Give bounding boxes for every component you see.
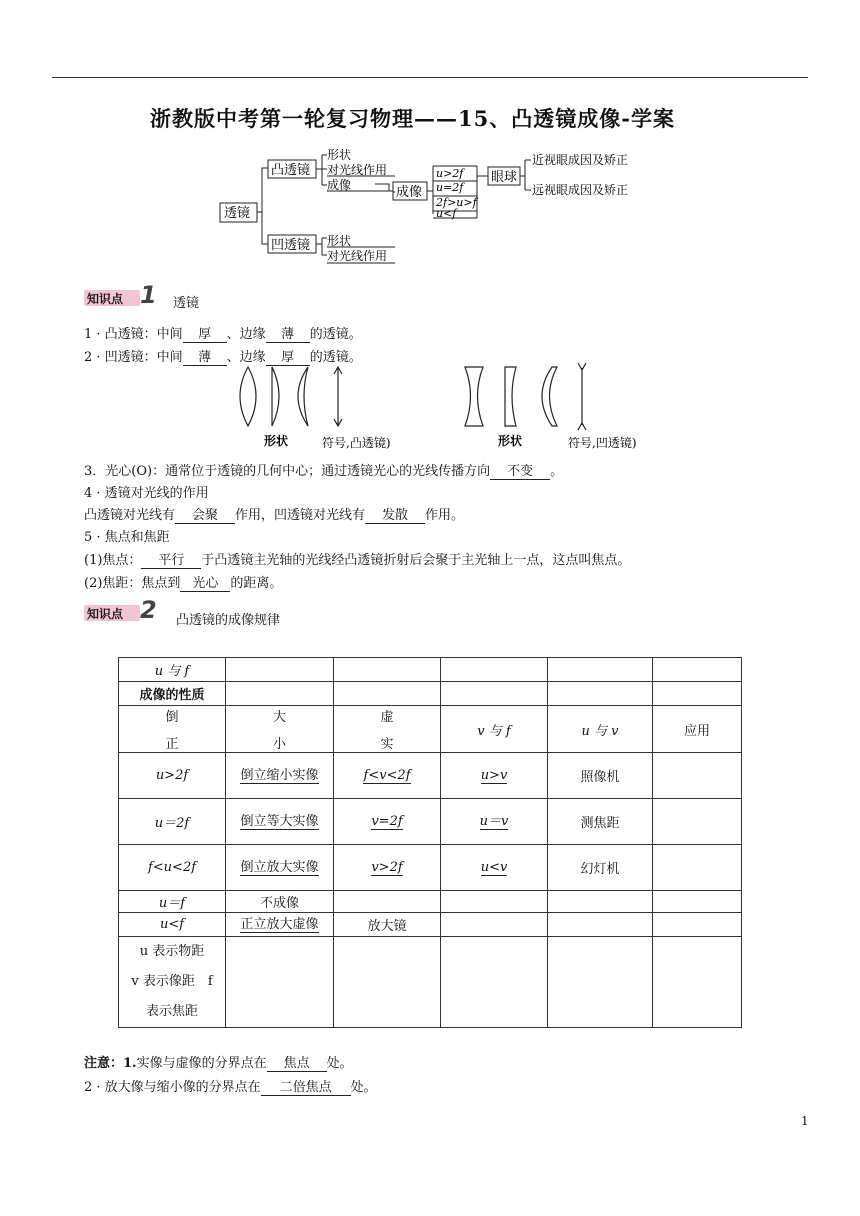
blank-answer: 二倍焦点	[261, 1081, 351, 1096]
focal-length-definition: (2)焦距：焦点到 光心 的距离。	[84, 576, 283, 591]
note-1: 注意：1.实像与虚像的分界点在 焦点 处。	[84, 1056, 353, 1071]
knowledge-badge-1	[84, 281, 157, 309]
table-row	[119, 937, 742, 1028]
blank-answer: 焦点	[267, 1057, 327, 1072]
table-row	[119, 845, 742, 891]
page-title: 浙教版中考第一轮复习物理——15、凸透镜成像-学案	[150, 106, 675, 131]
cell-uv: u<v	[441, 845, 548, 891]
cell-uv: u>v	[441, 753, 548, 799]
lens-effect-heading: 4 · 透镜对光线的作用	[84, 486, 209, 501]
lens-effect: 凸透镜对光线有 会聚 作用，凹透镜对光线有 发散 作用。	[84, 508, 465, 523]
blank-answer: 厚	[266, 351, 310, 366]
concept-map	[215, 146, 655, 268]
table-row	[119, 682, 742, 706]
map-condition: 2f>u>f	[436, 196, 477, 209]
cell-vf: v=2f	[334, 799, 441, 845]
cell-condition: u＝2f	[119, 799, 226, 845]
blank-answer: 会聚	[175, 509, 235, 524]
map-convex-item: 成像	[327, 178, 352, 192]
cell-condition: u>2f	[119, 753, 226, 799]
cell-vf: f<v<2f	[334, 753, 441, 799]
cell-condition: u＝f	[119, 891, 226, 913]
concave-symbol-icon	[578, 363, 586, 430]
map-concave-item: 形状	[327, 234, 352, 248]
table-header-size: 大 小	[226, 706, 334, 753]
map-condition: u=2f	[436, 181, 464, 194]
fig-concave-symbol-label: 符号,凹透镜)	[568, 436, 637, 450]
cell-application: 测焦距	[548, 799, 653, 845]
optical-center: 3．光心(O)：通常位于透镜的几何中心；通过透镜光心的光线传播方向 不变 。	[84, 464, 564, 479]
map-concave-item: 对光线作用	[327, 249, 388, 263]
concave-definition: 2 · 凹透镜：中间 薄 、边缘 厚 的透镜。	[84, 350, 362, 365]
table-header-nature: 成像的性质	[119, 682, 226, 706]
map-concave: 凹透镜	[271, 238, 311, 253]
knowledge-badge-number: 1	[140, 281, 157, 309]
page-number: 1	[801, 1114, 809, 1128]
meniscus-concave-lens-icon	[542, 367, 557, 426]
header-rule	[52, 77, 808, 78]
cell-application: 幻灯机	[548, 845, 653, 891]
knowledge-badge-label: 知识点	[87, 607, 124, 621]
map-convex: 凸透镜	[271, 163, 311, 178]
map-eye-item: 近视眼成因及矫正	[532, 153, 629, 167]
table-row	[119, 706, 742, 753]
blank-answer: 平行	[141, 554, 201, 569]
convex-definition: 1 · 凸透镜：中间 厚 、边缘 薄 的透镜。	[84, 327, 362, 342]
map-eye-item: 远视眼成因及矫正	[532, 183, 629, 197]
map-eye: 眼球	[491, 170, 518, 185]
lens-figure	[230, 362, 670, 458]
focus-heading: 5 · 焦点和焦距	[84, 530, 170, 545]
knowledge-title-1: 透镜	[173, 296, 200, 311]
cell-nature: 倒立缩小实像	[226, 753, 334, 799]
blank-answer: 薄	[183, 351, 227, 366]
cell-application: 放大镜	[334, 913, 441, 937]
fig-convex-symbol-label: 符号,凸透镜)	[322, 436, 391, 450]
cell-nature: 不成像	[226, 891, 334, 913]
cell-condition: f<u<2f	[119, 845, 226, 891]
meniscus-convex-lens-icon	[298, 367, 308, 426]
cell-vf: v>2f	[334, 845, 441, 891]
blank-answer: 发散	[365, 509, 425, 524]
cell-nature: 倒立放大实像	[226, 845, 334, 891]
map-condition: u>2f	[436, 167, 464, 180]
biconvex-lens-icon	[240, 367, 256, 426]
map-convex-item: 形状	[327, 148, 352, 162]
table-row	[119, 658, 742, 682]
table-row	[119, 799, 742, 845]
knowledge-title-2: 凸透镜的成像规律	[176, 613, 281, 628]
knowledge-badge-number: 2	[140, 596, 157, 624]
convex-symbol-icon	[334, 367, 342, 426]
table-header-real: 虚 实	[334, 706, 441, 753]
table-header-uv: u 与 v	[548, 706, 653, 753]
focus-definition: (1)焦点： 平行 于凸透镜主光轴的光线经凸透镜折射后会聚于主光轴上一点，这点叫焦点。	[84, 553, 631, 568]
table-row	[119, 753, 742, 799]
blank-answer: 厚	[183, 328, 227, 343]
table-row	[119, 891, 742, 913]
cell-nature: 正立放大虚像	[226, 913, 334, 937]
blank-answer: 光心	[180, 577, 230, 592]
biconcave-lens-icon	[465, 367, 483, 426]
blank-answer: 不变	[490, 465, 550, 480]
map-convex-item: 对光线作用	[327, 163, 388, 177]
plano-concave-lens-icon	[505, 367, 516, 426]
table-header-vf: v 与 f	[441, 706, 548, 753]
map-condition: u<f	[436, 207, 457, 220]
table-header-application: 应用	[653, 706, 742, 753]
imaging-rules-table	[118, 657, 742, 1028]
cell-uv: u＝v	[441, 799, 548, 845]
blank-answer: 薄	[266, 328, 310, 343]
map-imaging: 成像	[396, 185, 423, 200]
fig-convex-shape-label: 形状	[264, 434, 289, 448]
table-header-orientation: 倒 正	[119, 706, 226, 753]
cell-application: 照像机	[548, 753, 653, 799]
cell-nature: 倒立等大实像	[226, 799, 334, 845]
fig-concave-shape-label: 形状	[498, 434, 523, 448]
cell-condition: u<f	[119, 913, 226, 937]
map-root: 透镜	[224, 206, 251, 221]
plano-convex-lens-icon	[272, 367, 279, 426]
note-2: 2 · 放大像与缩小像的分界点在 二倍焦点 处。	[84, 1080, 377, 1095]
table-header-uf: u 与 f	[119, 658, 226, 682]
table-row	[119, 913, 742, 937]
knowledge-badge-2	[84, 596, 157, 624]
knowledge-badge-label: 知识点	[87, 292, 124, 306]
table-legend: u 表示物距 v 表示像距 f 表示焦距	[119, 937, 226, 1028]
